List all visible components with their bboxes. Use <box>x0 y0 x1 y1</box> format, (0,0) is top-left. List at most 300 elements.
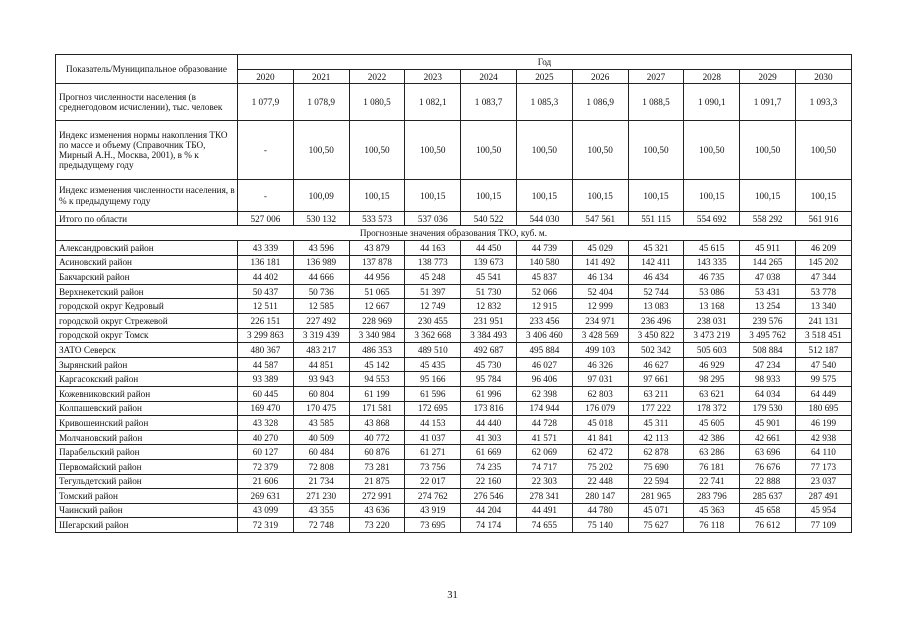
value-cell: 45 605 <box>684 416 740 431</box>
value-cell: 41 303 <box>461 430 517 445</box>
value-cell: 499 103 <box>572 343 628 358</box>
value-cell: 44 153 <box>405 416 461 431</box>
indicator-header: Показатель/Муниципальное образование <box>56 55 238 84</box>
year-cell: 2025 <box>516 70 572 84</box>
value-cell: 22 160 <box>461 474 517 489</box>
value-cell: 45 018 <box>572 416 628 431</box>
value-cell: 13 083 <box>628 299 684 314</box>
value-cell: 537 036 <box>405 212 461 226</box>
value-cell: 512 187 <box>795 343 851 358</box>
value-cell: 63 696 <box>740 445 796 460</box>
table-row <box>56 474 852 489</box>
value-cell: 1 077,9 <box>238 84 294 121</box>
value-cell: 13 254 <box>740 299 796 314</box>
value-cell: 40 772 <box>349 430 405 445</box>
value-cell: 72 748 <box>293 518 349 533</box>
value-cell: 97 661 <box>628 372 684 387</box>
value-cell: 62 803 <box>572 386 628 401</box>
value-cell: 100,50 <box>293 121 349 180</box>
value-cell: 228 969 <box>349 313 405 328</box>
value-cell: 3 319 439 <box>293 328 349 343</box>
value-cell: 554 692 <box>684 212 740 226</box>
value-cell: 41 571 <box>516 430 572 445</box>
parameter-row <box>56 121 852 180</box>
value-cell: 3 362 668 <box>405 328 461 343</box>
value-cell: 47 038 <box>740 270 796 285</box>
value-cell: 287 491 <box>795 489 851 504</box>
table-row <box>56 328 852 343</box>
value-cell: 44 587 <box>238 357 294 372</box>
year-cell: 2022 <box>349 70 405 84</box>
year-cell: 2026 <box>572 70 628 84</box>
value-cell: 3 384 493 <box>461 328 517 343</box>
value-cell: 505 603 <box>684 343 740 358</box>
row-label: Тегульдетский район <box>56 474 238 489</box>
table-row <box>56 416 852 431</box>
year-cell: 2030 <box>795 70 851 84</box>
table-body <box>56 84 852 533</box>
value-cell: 95 166 <box>405 372 461 387</box>
value-cell: 533 573 <box>349 212 405 226</box>
value-cell: 44 851 <box>293 357 349 372</box>
row-label: Индекс изменения численности населения, в % к предыдущему году <box>56 180 238 212</box>
value-cell: 276 546 <box>461 489 517 504</box>
value-cell: 46 434 <box>628 270 684 285</box>
value-cell: 72 808 <box>293 459 349 474</box>
table-row <box>56 430 852 445</box>
value-cell: 61 996 <box>461 386 517 401</box>
row-label: Верхнекетский район <box>56 284 238 299</box>
value-cell: 137 878 <box>349 255 405 270</box>
row-label: городской округ Томск <box>56 328 238 343</box>
value-cell: 21 734 <box>293 474 349 489</box>
value-cell: 1 080,5 <box>349 84 405 121</box>
value-cell: 21 875 <box>349 474 405 489</box>
value-cell: 60 876 <box>349 445 405 460</box>
value-cell: 44 491 <box>516 503 572 518</box>
value-cell: 173 816 <box>461 401 517 416</box>
value-cell: 241 131 <box>795 313 851 328</box>
value-cell: 12 667 <box>349 299 405 314</box>
value-cell: - <box>238 180 294 212</box>
year-cell: 2024 <box>461 70 517 84</box>
value-cell: 530 132 <box>293 212 349 226</box>
value-cell: 274 762 <box>405 489 461 504</box>
row-label: Кожевниковский район <box>56 386 238 401</box>
value-cell: 45 954 <box>795 503 851 518</box>
value-cell: 100,50 <box>405 121 461 180</box>
row-label: Александровский район <box>56 241 238 256</box>
value-cell: 100,50 <box>628 121 684 180</box>
value-cell: 100,15 <box>572 180 628 212</box>
value-cell: 43 919 <box>405 503 461 518</box>
value-cell: 1 093,3 <box>795 84 851 121</box>
value-cell: 1 085,3 <box>516 84 572 121</box>
row-label: Шегарский район <box>56 518 238 533</box>
value-cell: 100,50 <box>795 121 851 180</box>
value-cell: 43 339 <box>238 241 294 256</box>
value-cell: 61 271 <box>405 445 461 460</box>
value-cell: 44 956 <box>349 270 405 285</box>
value-cell: 492 687 <box>461 343 517 358</box>
value-cell: 171 581 <box>349 401 405 416</box>
value-cell: 45 435 <box>405 357 461 372</box>
value-cell: 47 234 <box>740 357 796 372</box>
year-header: Год <box>238 55 852 70</box>
value-cell: 45 837 <box>516 270 572 285</box>
value-cell: 45 658 <box>740 503 796 518</box>
value-cell: 44 440 <box>461 416 517 431</box>
value-cell: 51 065 <box>349 284 405 299</box>
value-cell: 100,15 <box>740 180 796 212</box>
value-cell: 169 470 <box>238 401 294 416</box>
value-cell: 1 091,7 <box>740 84 796 121</box>
value-cell: 1 086,9 <box>572 84 628 121</box>
value-cell: 12 511 <box>238 299 294 314</box>
value-cell: 1 090,1 <box>684 84 740 121</box>
value-cell: 60 804 <box>293 386 349 401</box>
value-cell: 141 492 <box>572 255 628 270</box>
row-label: Асиновский район <box>56 255 238 270</box>
value-cell: 480 367 <box>238 343 294 358</box>
value-cell: 97 031 <box>572 372 628 387</box>
value-cell: 64 449 <box>795 386 851 401</box>
value-cell: 40 270 <box>238 430 294 445</box>
row-label: Молчановский район <box>56 430 238 445</box>
value-cell: 45 363 <box>684 503 740 518</box>
value-cell: 75 690 <box>628 459 684 474</box>
value-cell: 3 406 460 <box>516 328 572 343</box>
section-row <box>56 226 852 241</box>
value-cell: 13 168 <box>684 299 740 314</box>
value-cell: 45 311 <box>628 416 684 431</box>
value-cell: 73 220 <box>349 518 405 533</box>
value-cell: 47 344 <box>795 270 851 285</box>
value-cell: 100,50 <box>461 121 517 180</box>
total-row <box>56 212 852 226</box>
value-cell: 3 428 569 <box>572 328 628 343</box>
value-cell: 74 174 <box>461 518 517 533</box>
value-cell: 46 735 <box>684 270 740 285</box>
value-cell: 12 832 <box>461 299 517 314</box>
value-cell: 52 066 <box>516 284 572 299</box>
value-cell: 177 222 <box>628 401 684 416</box>
value-cell: 231 951 <box>461 313 517 328</box>
value-cell: 45 541 <box>461 270 517 285</box>
value-cell: 558 292 <box>740 212 796 226</box>
value-cell: 43 355 <box>293 503 349 518</box>
value-cell: 544 030 <box>516 212 572 226</box>
row-label: Парабельский район <box>56 445 238 460</box>
value-cell: 100,50 <box>684 121 740 180</box>
value-cell: 483 217 <box>293 343 349 358</box>
value-cell: 502 342 <box>628 343 684 358</box>
value-cell: 174 944 <box>516 401 572 416</box>
value-cell: 45 901 <box>740 416 796 431</box>
value-cell: 100,50 <box>740 121 796 180</box>
value-cell: 281 965 <box>628 489 684 504</box>
value-cell: 3 518 451 <box>795 328 851 343</box>
value-cell: 98 933 <box>740 372 796 387</box>
value-cell: 45 029 <box>572 241 628 256</box>
table-row <box>56 489 852 504</box>
value-cell: 42 661 <box>740 430 796 445</box>
value-cell: 63 621 <box>684 386 740 401</box>
value-cell: 93 389 <box>238 372 294 387</box>
row-label: Чаинский район <box>56 503 238 518</box>
value-cell: 50 736 <box>293 284 349 299</box>
value-cell: 100,15 <box>684 180 740 212</box>
value-cell: 551 115 <box>628 212 684 226</box>
value-cell: 75 627 <box>628 518 684 533</box>
value-cell: 3 340 984 <box>349 328 405 343</box>
value-cell: 136 181 <box>238 255 294 270</box>
value-cell: 100,15 <box>405 180 461 212</box>
value-cell: 73 281 <box>349 459 405 474</box>
value-cell: 1 082,1 <box>405 84 461 121</box>
value-cell: 43 585 <box>293 416 349 431</box>
value-cell: 63 286 <box>684 445 740 460</box>
row-label: городской округ Кедровый <box>56 299 238 314</box>
value-cell: 45 321 <box>628 241 684 256</box>
value-cell: 95 784 <box>461 372 517 387</box>
value-cell: 76 181 <box>684 459 740 474</box>
value-cell: 93 943 <box>293 372 349 387</box>
value-cell: 22 741 <box>684 474 740 489</box>
value-cell: 61 669 <box>461 445 517 460</box>
table-row <box>56 445 852 460</box>
value-cell: 45 911 <box>740 241 796 256</box>
value-cell: 63 211 <box>628 386 684 401</box>
value-cell: 22 888 <box>740 474 796 489</box>
value-cell: 62 472 <box>572 445 628 460</box>
value-cell: 1 088,5 <box>628 84 684 121</box>
table-row <box>56 299 852 314</box>
table-row <box>56 343 852 358</box>
value-cell: 74 235 <box>461 459 517 474</box>
value-cell: 44 163 <box>405 241 461 256</box>
value-cell: 100,50 <box>572 121 628 180</box>
value-cell: 99 575 <box>795 372 851 387</box>
value-cell: 272 991 <box>349 489 405 504</box>
parameter-row <box>56 84 852 121</box>
value-cell: 561 916 <box>795 212 851 226</box>
value-cell: 40 509 <box>293 430 349 445</box>
value-cell: 280 147 <box>572 489 628 504</box>
value-cell: 236 496 <box>628 313 684 328</box>
value-cell: 527 006 <box>238 212 294 226</box>
value-cell: 238 031 <box>684 313 740 328</box>
value-cell: 46 134 <box>572 270 628 285</box>
value-cell: 227 492 <box>293 313 349 328</box>
value-cell: 3 299 863 <box>238 328 294 343</box>
value-cell: 51 397 <box>405 284 461 299</box>
value-cell: 75 140 <box>572 518 628 533</box>
value-cell: 278 341 <box>516 489 572 504</box>
value-cell: 269 631 <box>238 489 294 504</box>
value-cell: 52 404 <box>572 284 628 299</box>
value-cell: 12 915 <box>516 299 572 314</box>
table-row <box>56 372 852 387</box>
value-cell: 100,15 <box>461 180 517 212</box>
value-cell: 98 295 <box>684 372 740 387</box>
value-cell: 76 612 <box>740 518 796 533</box>
value-cell: 45 142 <box>349 357 405 372</box>
value-cell: 46 209 <box>795 241 851 256</box>
value-cell: 1 083,7 <box>461 84 517 121</box>
value-cell: 72 379 <box>238 459 294 474</box>
value-cell: 44 780 <box>572 503 628 518</box>
value-cell: 180 695 <box>795 401 851 416</box>
value-cell: 60 127 <box>238 445 294 460</box>
value-cell: 74 717 <box>516 459 572 474</box>
value-cell: 22 303 <box>516 474 572 489</box>
row-label: ЗАТО Северск <box>56 343 238 358</box>
value-cell: 239 576 <box>740 313 796 328</box>
row-label: Томский район <box>56 489 238 504</box>
row-label: Бакчарский район <box>56 270 238 285</box>
value-cell: 76 118 <box>684 518 740 533</box>
value-cell: 22 017 <box>405 474 461 489</box>
value-cell: 44 450 <box>461 241 517 256</box>
value-cell: 100,15 <box>349 180 405 212</box>
year-cell: 2029 <box>740 70 796 84</box>
year-cell: 2020 <box>238 70 294 84</box>
value-cell: 43 099 <box>238 503 294 518</box>
value-cell: 100,15 <box>628 180 684 212</box>
value-cell: 75 202 <box>572 459 628 474</box>
value-cell: 138 773 <box>405 255 461 270</box>
year-cell: 2021 <box>293 70 349 84</box>
value-cell: 226 151 <box>238 313 294 328</box>
value-cell: 13 340 <box>795 299 851 314</box>
value-cell: 52 744 <box>628 284 684 299</box>
value-cell: 12 585 <box>293 299 349 314</box>
value-cell: 100,09 <box>293 180 349 212</box>
table-row <box>56 241 852 256</box>
value-cell: 22 594 <box>628 474 684 489</box>
row-label: Каргасокский район <box>56 372 238 387</box>
value-cell: 139 673 <box>461 255 517 270</box>
value-cell: 489 510 <box>405 343 461 358</box>
row-label: Прогноз численности населения (в среднегодовом исчислении), тыс. человек <box>56 84 238 121</box>
value-cell: 45 071 <box>628 503 684 518</box>
value-cell: 51 730 <box>461 284 517 299</box>
value-cell: 53 086 <box>684 284 740 299</box>
value-cell: 94 553 <box>349 372 405 387</box>
value-cell: 172 695 <box>405 401 461 416</box>
row-label: Кривошеинский район <box>56 416 238 431</box>
value-cell: 21 606 <box>238 474 294 489</box>
row-label: Индекс изменения нормы накопления ТКО по массе и объему (Справочник ТБО, Мирный А.Н., Москва, 2001), в % к предыдущему году <box>56 121 238 180</box>
value-cell: 45 730 <box>461 357 517 372</box>
value-cell: 170 475 <box>293 401 349 416</box>
year-cell: 2027 <box>628 70 684 84</box>
value-cell: 136 989 <box>293 255 349 270</box>
value-cell: 46 326 <box>572 357 628 372</box>
value-cell: 41 037 <box>405 430 461 445</box>
value-cell: 142 411 <box>628 255 684 270</box>
value-cell: 47 540 <box>795 357 851 372</box>
table-row <box>56 401 852 416</box>
page-number: 31 <box>447 590 458 601</box>
value-cell: 100,15 <box>795 180 851 212</box>
value-cell: 50 437 <box>238 284 294 299</box>
value-cell: 46 929 <box>684 357 740 372</box>
value-cell: 61 596 <box>405 386 461 401</box>
value-cell: 61 199 <box>349 386 405 401</box>
value-cell: 62 069 <box>516 445 572 460</box>
value-cell: 23 037 <box>795 474 851 489</box>
value-cell: 283 796 <box>684 489 740 504</box>
value-cell: 100,50 <box>349 121 405 180</box>
value-cell: 73 756 <box>405 459 461 474</box>
value-cell: 43 868 <box>349 416 405 431</box>
value-cell: 64 110 <box>795 445 851 460</box>
table-row <box>56 386 852 401</box>
table-row <box>56 270 852 285</box>
table-row <box>56 518 852 533</box>
row-label: городской округ Стрежевой <box>56 313 238 328</box>
value-cell: 233 456 <box>516 313 572 328</box>
value-cell: 100,15 <box>516 180 572 212</box>
value-cell: 12 749 <box>405 299 461 314</box>
table-row <box>56 503 852 518</box>
value-cell: 46 027 <box>516 357 572 372</box>
value-cell: 42 386 <box>684 430 740 445</box>
section-title: Прогнозные значения образования ТКО, куб. м. <box>56 226 852 241</box>
value-cell: 43 636 <box>349 503 405 518</box>
value-cell: 178 372 <box>684 401 740 416</box>
value-cell: 45 248 <box>405 270 461 285</box>
value-cell: 73 695 <box>405 518 461 533</box>
value-cell: 43 879 <box>349 241 405 256</box>
header-row <box>56 55 852 70</box>
value-cell: 540 522 <box>461 212 517 226</box>
row-label: Колпашевский район <box>56 401 238 416</box>
value-cell: 140 580 <box>516 255 572 270</box>
forecast-table <box>55 54 852 533</box>
row-label: Итого по области <box>56 212 238 226</box>
value-cell: 100,50 <box>516 121 572 180</box>
value-cell: 145 202 <box>795 255 851 270</box>
value-cell: 508 884 <box>740 343 796 358</box>
value-cell: 44 402 <box>238 270 294 285</box>
value-cell: 96 406 <box>516 372 572 387</box>
value-cell: 77 173 <box>795 459 851 474</box>
value-cell: 176 079 <box>572 401 628 416</box>
value-cell: 285 637 <box>740 489 796 504</box>
value-cell: 44 204 <box>461 503 517 518</box>
value-cell: 77 109 <box>795 518 851 533</box>
value-cell: 74 655 <box>516 518 572 533</box>
value-cell: 43 596 <box>293 241 349 256</box>
value-cell: 44 739 <box>516 241 572 256</box>
parameter-row <box>56 180 852 212</box>
value-cell: 76 676 <box>740 459 796 474</box>
value-cell: 46 199 <box>795 416 851 431</box>
value-cell: 3 450 822 <box>628 328 684 343</box>
row-label: Первомайский район <box>56 459 238 474</box>
value-cell: 179 530 <box>740 401 796 416</box>
value-cell: 143 335 <box>684 255 740 270</box>
value-cell: 486 353 <box>349 343 405 358</box>
table-row <box>56 255 852 270</box>
value-cell: 41 841 <box>572 430 628 445</box>
table-row <box>56 357 852 372</box>
value-cell: 495 884 <box>516 343 572 358</box>
value-cell: 53 778 <box>795 284 851 299</box>
